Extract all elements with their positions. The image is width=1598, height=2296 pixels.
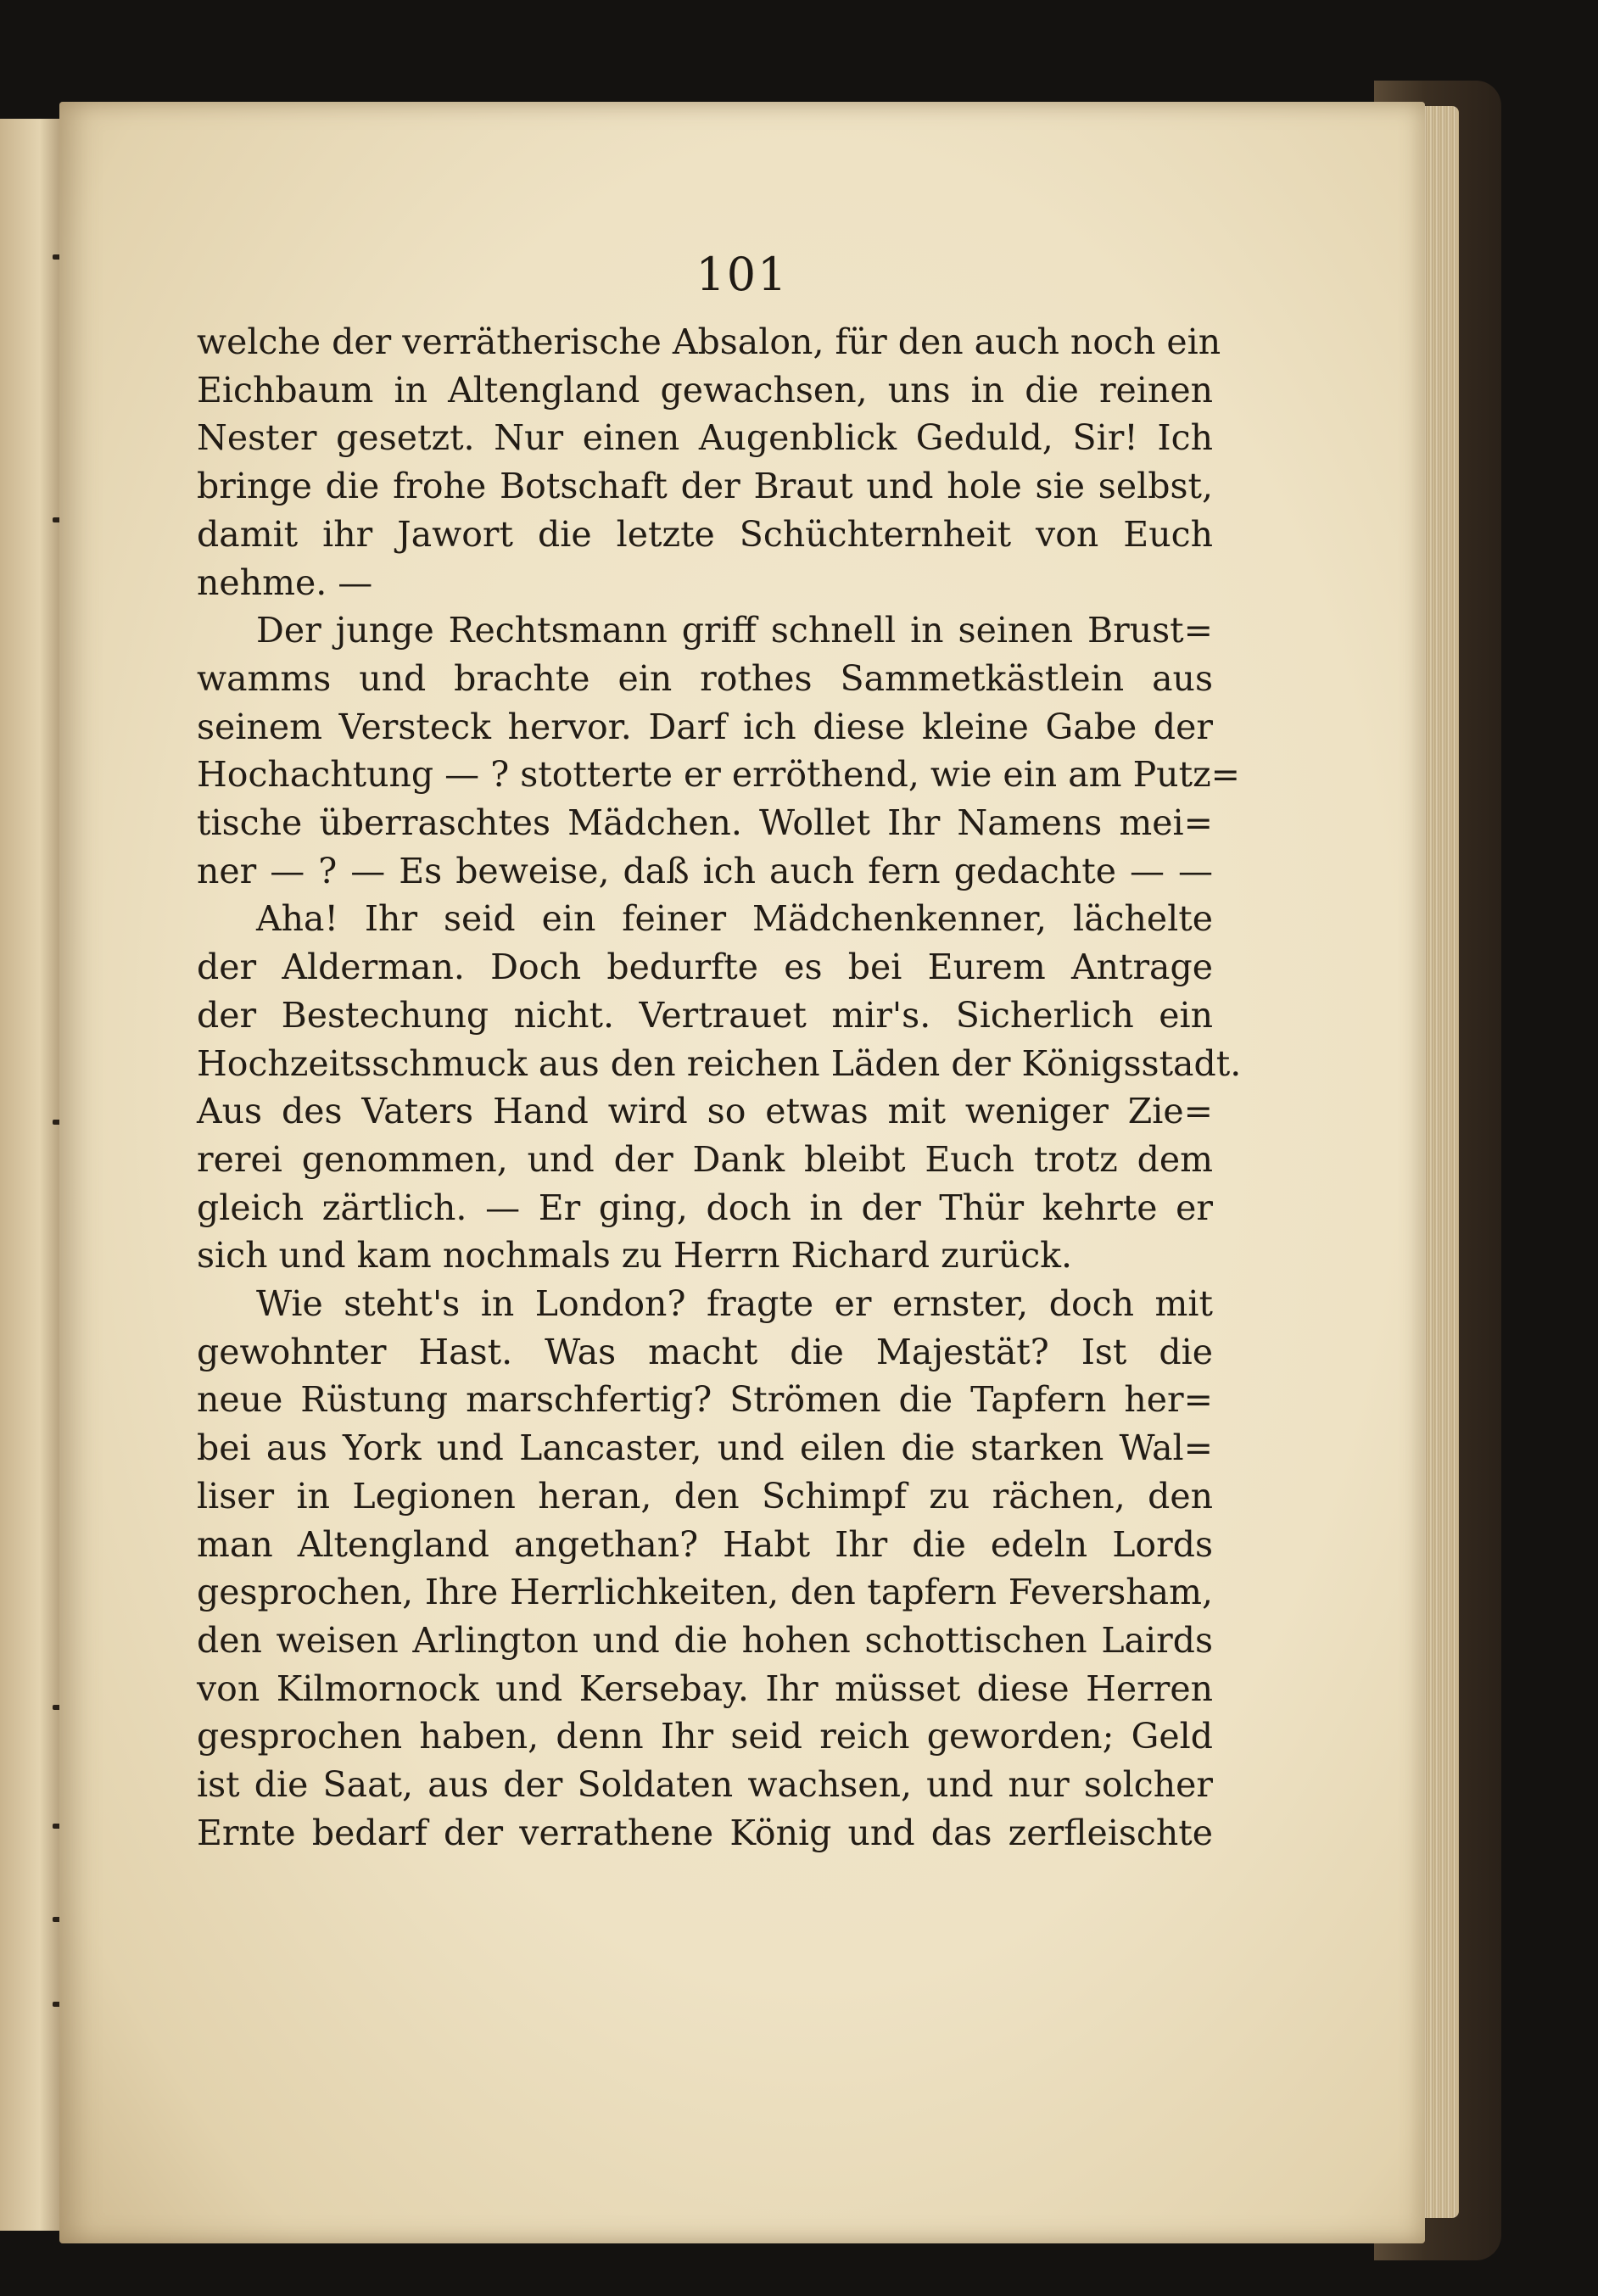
text-line: Wie steht's in London? fragte er ernster, doch mit <box>256 1283 1213 1325</box>
text-line: Hochzeitsschmuck aus den reichen Läden der Königsstadt. <box>197 1042 1242 1084</box>
text-line: tische überraschtes Mädchen. Wollet Ihr Namens mei= <box>197 802 1213 844</box>
text-line: gewohnter Hast. Was macht die Majestät? Ist die <box>197 1331 1213 1372</box>
text-line: damit ihr Jawort die letzte Schüchternheit von Euch <box>197 513 1213 555</box>
text-line: man Altengland angethan? Habt Ihr die edeln Lords <box>197 1523 1213 1565</box>
text-line: ist die Saat, aus der Soldaten wachsen, und nur solcher <box>197 1764 1213 1806</box>
text-line: Nester gesetzt. Nur einen Augenblick Geduld, Sir! Ich <box>197 417 1213 459</box>
text-line: sich und kam nochmals zu Herrn Richard zurück. <box>197 1235 1073 1276</box>
text-line: Aus des Vaters Hand wird so etwas mit weniger Zie= <box>197 1091 1213 1132</box>
text-line: welche der verrätherische Absalon, für den auch noch ein <box>197 321 1221 362</box>
text-line: Ernte bedarf der verrathene König und das zerfleischte <box>197 1812 1213 1853</box>
text-line: Eichbaum in Altengland gewachsen, uns in die reinen <box>197 369 1213 411</box>
text-line: liser in Legionen heran, den Schimpf zu rächen, den <box>197 1475 1213 1517</box>
text-line: rerei genommen, und der Dank bleibt Euch trotz dem <box>197 1138 1213 1180</box>
text-line: nehme. — <box>197 561 373 603</box>
text-line: Der junge Rechtsmann griff schnell in seinen Brust= <box>256 610 1213 651</box>
text-line: Hochachtung — ? stotterte er erröthend, wie ein am Putz= <box>197 754 1241 796</box>
text-line: der Bestechung nicht. Vertrauet mir's. Sicherlich ein <box>197 994 1213 1036</box>
text-line: wamms und brachte ein rothes Sammetkästlein aus <box>197 657 1213 699</box>
text-line: bringe die frohe Botschaft der Braut und hole sie selbst, <box>197 466 1213 507</box>
text-line: von Kilmornock und Kersebay. Ihr müsset diese Herren <box>197 1668 1213 1709</box>
text-line: ner — ? — Es beweise, daß ich auch fern gedachte — — <box>197 850 1213 891</box>
page-number: 101 <box>696 248 789 301</box>
text-line: Aha! Ihr seid ein feiner Mädchenkenner, lächelte <box>256 898 1213 940</box>
text-line: gesprochen, Ihre Herrlichkeiten, den tapfern Feversham, <box>197 1572 1213 1613</box>
text-line: bei aus York und Lancaster, und eilen die starken Wal= <box>197 1427 1213 1469</box>
body-text <box>197 318 1242 1857</box>
text-line: seinem Versteck hervor. Darf ich diese kleine Gabe der <box>197 706 1213 747</box>
book-page <box>59 102 1425 2243</box>
text-line: gesprochen haben, denn Ihr seid reich geworden; Geld <box>197 1716 1213 1757</box>
text-line: der Alderman. Doch bedurfte es bei Eurem Antrage <box>197 947 1213 988</box>
text-line: den weisen Arlington und die hohen schottischen Lairds <box>197 1619 1213 1661</box>
text-line: gleich zärtlich. — Er ging, doch in der Thür kehrte er <box>197 1187 1213 1228</box>
text-line: neue Rüstung marschfertig? Strömen die Tapfern her= <box>197 1379 1213 1421</box>
